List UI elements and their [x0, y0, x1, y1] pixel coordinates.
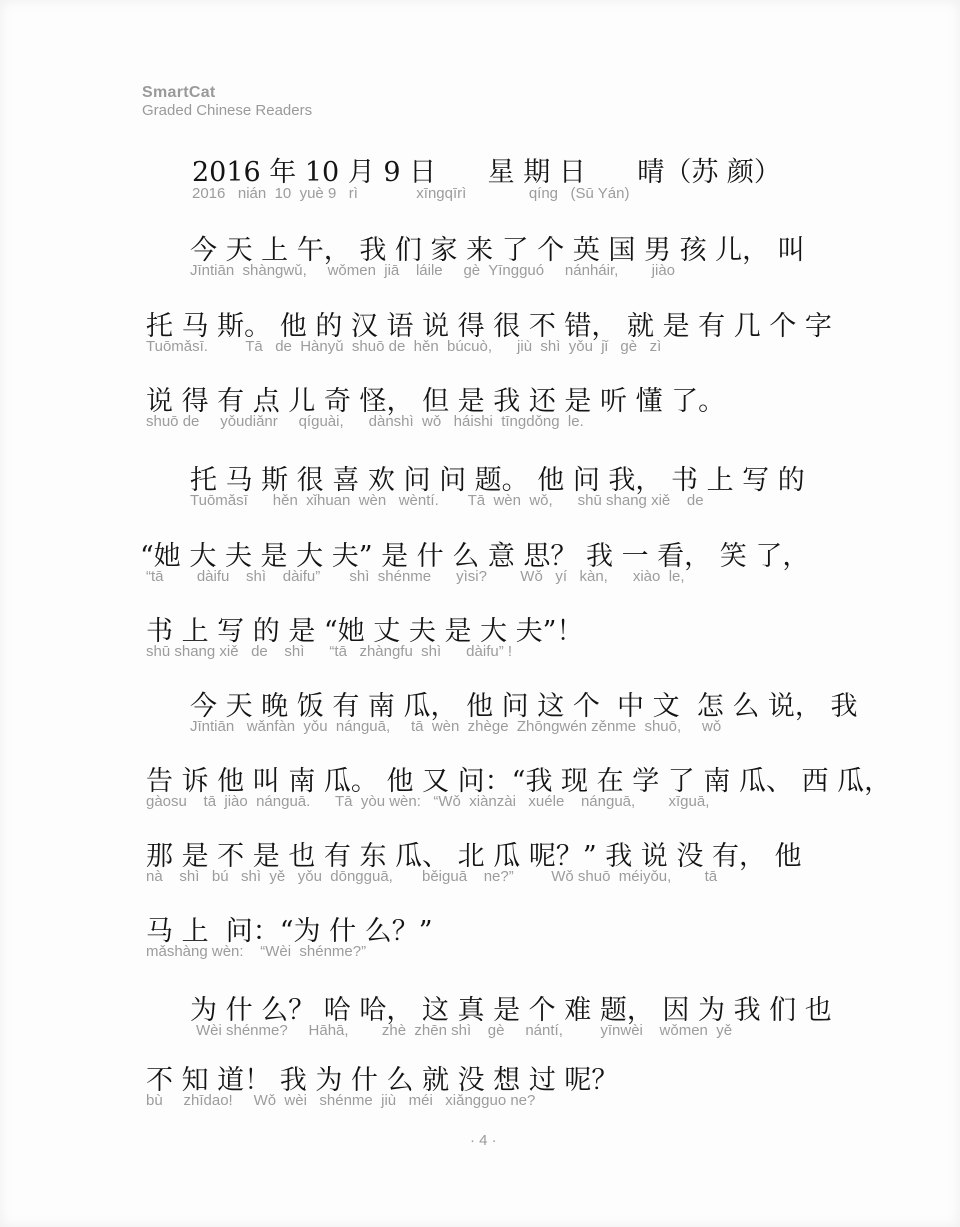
text-line-pinyin: shū shang xiě de shì “tā zhàngfu shì dàifu” ! [146, 643, 513, 660]
text-line-hanzi: 为 什 么？ 哈 哈， 这 真 是 个 难 题， 因 为 我 们 也 [190, 995, 832, 1026]
date-line-pinyin: 2016 nián 10 yuè 9 rì xīngqīrì qíng (Sū Yán) [192, 185, 630, 202]
text-line-hanzi: 马 上 问：“为 什 么？” [146, 916, 433, 947]
brand-name: SmartCat [142, 84, 216, 101]
date-line-hanzi: 2016 年 10 月 9 日 星 期 日 晴（苏 颜） [192, 157, 781, 188]
text-line-hanzi: 今 天 上 午， 我 们 家 来 了 个 英 国 男 孩 儿， 叫 [190, 235, 805, 266]
series-subtitle: Graded Chinese Readers [142, 102, 313, 119]
text-line-pinyin: Jīntiān wǎnfàn yǒu nánguā, tā wèn zhège Zhōngwén zěnme shuō, wǒ [190, 718, 722, 735]
text-line-hanzi: 告 诉 他 叫 南 瓜。 他 又 问：“我 现 在 学 了 南 瓜、 西 瓜， [146, 766, 892, 797]
text-line-hanzi: 书 上 写 的 是 “她 丈 夫 是 大 夫”！ [146, 616, 584, 647]
text-line-hanzi: “她 大 夫 是 大 夫” 是 什 么 意 思？ 我 一 看， 笑 了， [140, 541, 810, 572]
text-line-hanzi: 今 天 晚 饭 有 南 瓜， 他 问 这 个 中 文 怎 么 说， 我 [190, 691, 858, 722]
page-number: · 4 · [470, 1132, 497, 1149]
text-line-hanzi: 托 马 斯。 他 的 汉 语 说 得 很 不 错， 就 是 有 几 个 字 [146, 311, 832, 342]
text-line-hanzi: 托 马 斯 很 喜 欢 问 问 题。 他 问 我， 书 上 写 的 [190, 465, 805, 496]
text-line-hanzi: 说 得 有 点 儿 奇 怪， 但 是 我 还 是 听 懂 了。 [146, 386, 726, 417]
text-line-pinyin: mǎshàng wèn: “Wèi shénme?” [146, 943, 367, 960]
text-line-hanzi: 不 知 道！ 我 为 什 么 就 没 想 过 呢？ [146, 1065, 619, 1096]
text-line-pinyin: Jīntiān shàngwǔ, wǒmen jiā láile gè Yīngguó nánháir, jiào [190, 262, 676, 279]
text-line-pinyin: bù zhīdao! Wǒ wèi shénme jiù méi xiǎngguo ne? [146, 1092, 536, 1109]
text-line-pinyin: Tuōmǎsī hěn xǐhuan wèn wèntí. Tā wèn wǒ, shū shang xiě de [190, 492, 704, 509]
text-line-pinyin: gàosu tā jiào nánguā. Tā yòu wèn: “Wǒ xiànzài xuéle nánguā, xīguā, [146, 793, 710, 810]
text-line-pinyin: “tā dàifu shì dàifu” shì shénme yìsi? Wǒ yí kàn, xiào le, [146, 568, 685, 585]
text-line-hanzi: 那 是 不 是 也 有 东 瓜、 北 瓜 呢？” 我 说 没 有， 他 [146, 841, 802, 872]
publisher-header [142, 84, 312, 119]
text-line-pinyin: nà shì bú shì yě yǒu dōngguā, běiguā ne?” Wǒ shuō méiyǒu, tā [146, 868, 718, 885]
text-line-pinyin: shuō de yǒudiǎnr qíguài, dànshì wǒ háishi tīngdǒng le. [146, 413, 584, 430]
text-line-pinyin: Tuōmǎsī. Tā de Hànyǔ shuō de hěn búcuò, jiù shì yǒu jǐ gè zì [146, 338, 662, 355]
text-line-pinyin: Wèi shénme? Hāhā, zhè zhēn shì gè nántí, yīnwèi wǒmen yě [196, 1022, 733, 1039]
